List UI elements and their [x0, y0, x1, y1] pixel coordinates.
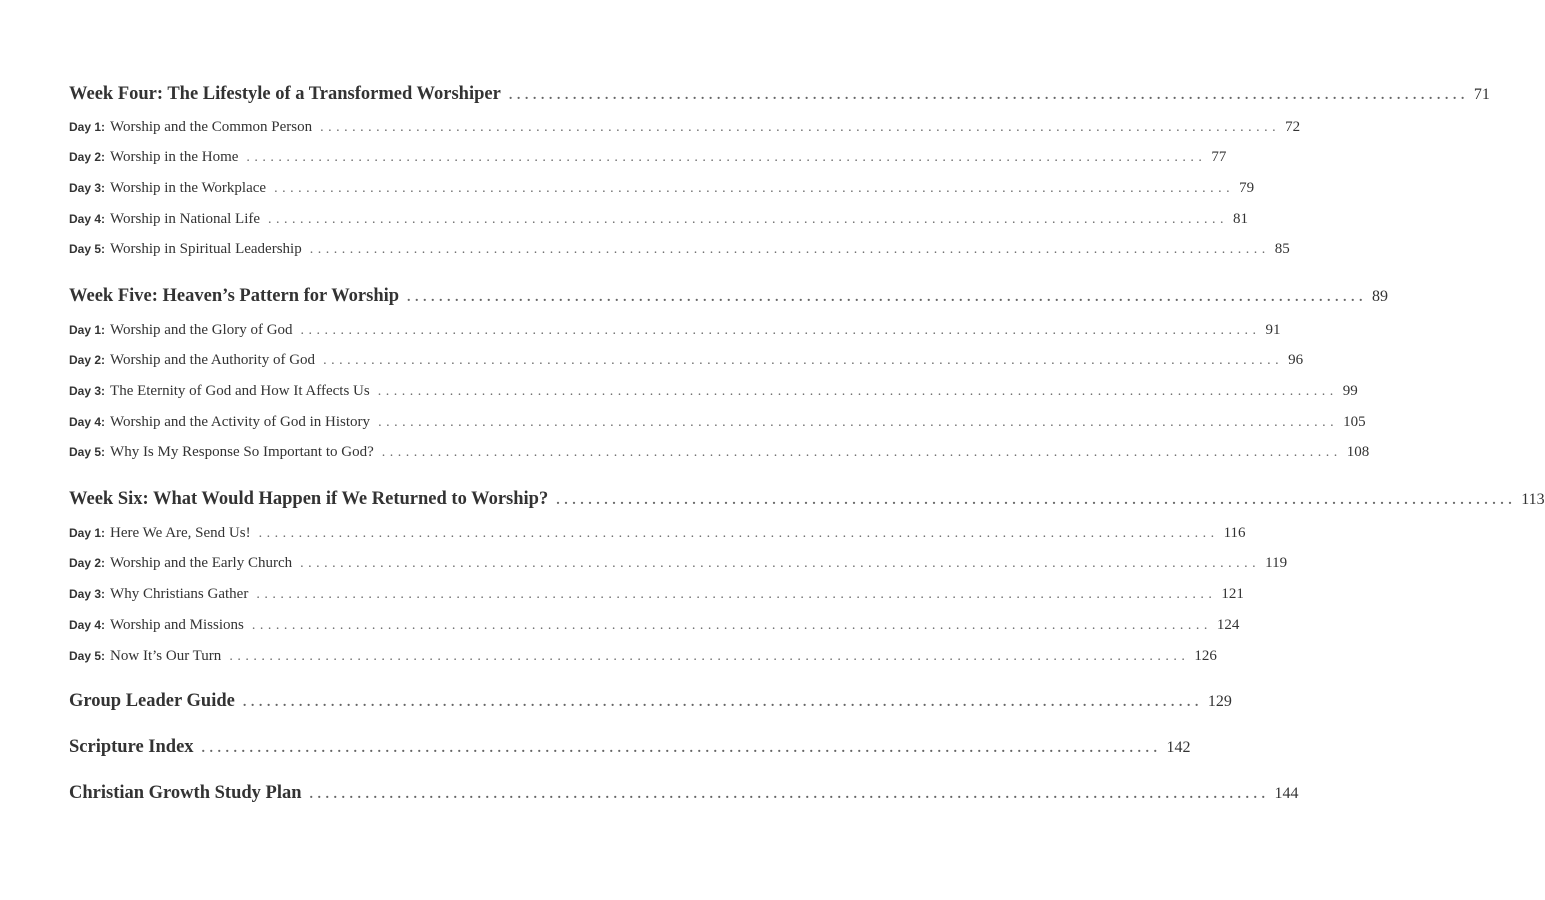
dot-leader: ........................................................................................................................	[309, 242, 1270, 257]
dot-leader: ........................................................................................................................	[407, 290, 1368, 305]
toc-day-entry	[69, 617, 1240, 634]
dot-leader: ........................................................................................................................	[378, 415, 1339, 430]
day-title: Why Is My Response So Important to God?	[110, 444, 374, 460]
day-page: 96	[1288, 352, 1304, 368]
dot-leader: ........................................................................................................................	[556, 493, 1517, 508]
week-five-page: 89	[1372, 288, 1389, 305]
day-page: 91	[1265, 322, 1281, 338]
christian-growth-study-plan-title: Christian Growth Study Plan	[69, 783, 302, 803]
day-label: Day 5:	[69, 649, 106, 663]
toc-day-entry	[69, 414, 1366, 431]
dot-leader: ........................................................................................................................	[309, 787, 1270, 802]
day-title: Worship in Spiritual Leadership	[110, 241, 302, 257]
dot-leader: ........................................................................................................................	[251, 618, 1212, 633]
day-label: Day 4:	[69, 618, 106, 632]
day-title: Worship in National Life	[110, 211, 261, 227]
day-label: Day 1:	[69, 120, 106, 134]
group-leader-guide-page: 129	[1207, 693, 1232, 710]
toc-day-entry	[69, 525, 1246, 542]
day-page: 72	[1285, 119, 1301, 135]
toc-day-entry	[69, 648, 1217, 665]
day-label: Day 1:	[69, 323, 106, 337]
day-label: Day 5:	[69, 242, 106, 256]
day-title: Worship in the Workplace	[110, 180, 267, 196]
dot-leader: ........................................................................................................................	[201, 741, 1162, 756]
day-title: Worship and the Authority of God	[110, 352, 316, 368]
day-page: 116	[1223, 525, 1246, 541]
day-page: 121	[1221, 586, 1244, 602]
day-title: Now It’s Our Turn	[110, 648, 222, 664]
toc-scripture-index	[69, 737, 1191, 758]
toc-week-five	[69, 286, 1389, 307]
toc-day-entry	[69, 555, 1288, 572]
day-label: Day 2:	[69, 150, 106, 164]
scripture-index-title: Scripture Index	[69, 737, 194, 757]
toc-week-four	[69, 84, 1490, 105]
dot-leader: ........................................................................................................................	[268, 212, 1229, 227]
week-five-title: Week Five: Heaven’s Pattern for Worship	[69, 286, 400, 306]
dot-leader: ........................................................................................................................	[508, 88, 1469, 103]
day-label: Day 1:	[69, 526, 106, 540]
dot-leader: ........................................................................................................................	[377, 384, 1338, 399]
day-title: Worship and the Early Church	[110, 555, 293, 571]
week-six-page: 113	[1521, 491, 1545, 508]
dot-leader: ........................................................................................................................	[256, 587, 1217, 602]
toc-christian-growth-study-plan	[69, 783, 1299, 804]
day-label: Day 3:	[69, 181, 106, 195]
dot-leader: ........................................................................................................................	[320, 120, 1281, 135]
day-title: Worship and the Activity of God in History	[110, 414, 371, 430]
day-label: Day 4:	[69, 415, 106, 429]
day-label: Day 3:	[69, 587, 106, 601]
toc-week-six	[69, 489, 1545, 510]
day-label: Day 4:	[69, 212, 106, 226]
day-title: The Eternity of God and How It Affects Us	[110, 383, 370, 399]
dot-leader: ........................................................................................................................	[323, 353, 1284, 368]
dot-leader: ........................................................................................................................	[229, 649, 1190, 664]
day-page: 124	[1216, 617, 1240, 633]
dot-leader: ........................................................................................................................	[246, 150, 1207, 165]
day-title: Why Christians Gather	[110, 586, 249, 602]
week-six-title: Week Six: What Would Happen if We Returned to Worship?	[69, 489, 549, 509]
toc-day-entry	[69, 586, 1244, 603]
toc-day-entry	[69, 352, 1304, 369]
day-label: Day 5:	[69, 445, 106, 459]
dot-leader: ........................................................................................................................	[274, 181, 1235, 196]
day-title: Here We Are, Send Us!	[110, 525, 251, 541]
toc-day-entry	[69, 211, 1249, 228]
day-title: Worship in the Home	[110, 149, 239, 165]
toc-day-entry	[69, 322, 1281, 339]
week-four-page: 71	[1473, 86, 1490, 103]
day-page: 126	[1194, 648, 1217, 664]
day-label: Day 2:	[69, 556, 106, 570]
toc-day-entry	[69, 241, 1290, 258]
toc-day-entry	[69, 119, 1301, 136]
day-title: Worship and the Glory of God	[110, 322, 293, 338]
day-title: Worship and the Common Person	[110, 119, 313, 135]
day-page: 108	[1346, 444, 1370, 460]
dot-leader: ........................................................................................................................	[258, 526, 1219, 541]
day-page: 105	[1343, 414, 1366, 430]
day-page: 119	[1265, 555, 1288, 571]
toc-day-entry	[69, 180, 1255, 197]
toc-day-entry	[69, 383, 1358, 400]
dot-leader: ........................................................................................................................	[242, 695, 1203, 710]
day-page: 85	[1274, 241, 1290, 257]
toc-day-entry	[69, 149, 1227, 166]
day-title: Worship and Missions	[110, 617, 244, 633]
day-label: Day 3:	[69, 384, 106, 398]
dot-leader: ........................................................................................................................	[300, 556, 1261, 571]
day-page: 99	[1342, 383, 1358, 399]
scripture-index-page: 142	[1166, 739, 1191, 756]
toc-day-entry	[69, 444, 1370, 461]
dot-leader: ........................................................................................................................	[381, 445, 1342, 460]
day-page: 79	[1239, 180, 1255, 196]
day-label: Day 2:	[69, 353, 106, 367]
toc-group-leader-guide	[69, 691, 1232, 712]
day-page: 81	[1233, 211, 1249, 227]
group-leader-guide-title: Group Leader Guide	[69, 691, 235, 711]
dot-leader: ........................................................................................................................	[300, 323, 1261, 338]
christian-growth-study-plan-page: 144	[1274, 785, 1299, 802]
day-page: 77	[1211, 149, 1227, 165]
week-four-title: Week Four: The Lifestyle of a Transformed Worshiper	[69, 84, 501, 104]
